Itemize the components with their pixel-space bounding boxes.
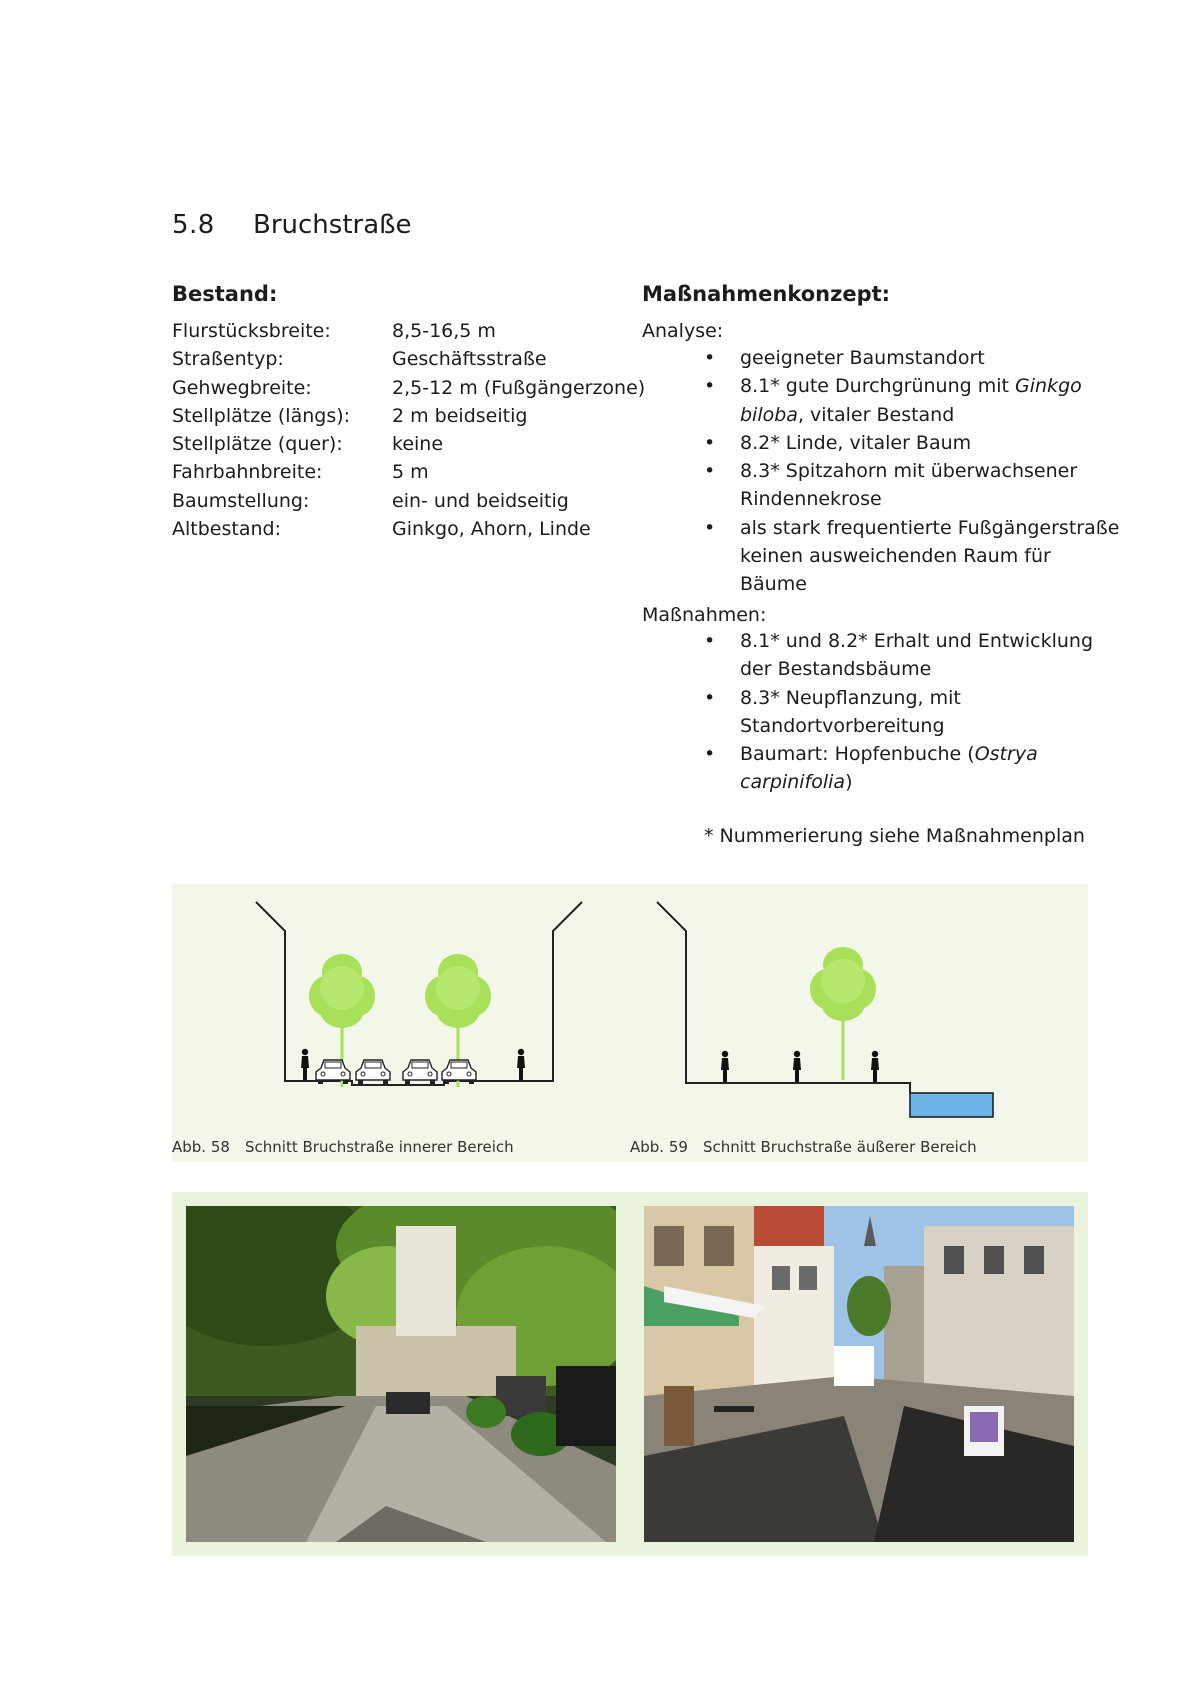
bullet-icon: • — [704, 743, 716, 766]
section-number: 5.8 — [172, 210, 215, 240]
massnahmen-label: Maßnahmen: — [642, 604, 767, 626]
row-label: Altbestand: — [172, 518, 281, 541]
car-icon — [356, 1060, 390, 1084]
photo-panel — [172, 1192, 1088, 1556]
figure-number: Abb. 58 — [172, 1138, 230, 1156]
car-icon — [403, 1060, 437, 1084]
bestand-heading: Bestand: — [172, 282, 278, 306]
analyse-label: Analyse: — [642, 320, 724, 342]
outer-section-diagram — [657, 902, 993, 1117]
row-label: Gehwegbreite: — [172, 376, 312, 399]
bullet-icon: • — [704, 630, 716, 652]
list-item: • Baumart: Hopfenbuche (Ostrya carpinifolia) — [704, 740, 1120, 797]
bullet-icon: • — [704, 431, 716, 454]
inner-section-diagram — [256, 902, 582, 1087]
analyse-list — [704, 344, 1120, 599]
list-item: • 8.1* und 8.2* Erhalt und Entwicklung der Bestandsbäume — [704, 627, 1120, 684]
car-icon — [316, 1060, 350, 1084]
street-photo-outer-image — [644, 1206, 1074, 1542]
row-label: Stellplätze (quer): — [172, 433, 343, 456]
list-item: • als stark frequentierte Fußgängerstraße keinen ausweichenden Raum für Bäume — [704, 514, 1120, 599]
row-value: keine — [392, 433, 444, 456]
figure-caption: Schnitt Bruchstraße äußerer Bereich — [703, 1138, 977, 1156]
tree-icon — [810, 947, 876, 1080]
person-icon — [871, 1051, 879, 1082]
street-photo-inner — [186, 1206, 616, 1542]
massnahmen-list — [704, 627, 1120, 797]
section-diagrams-panel — [172, 884, 1088, 1162]
row-value: Ginkgo, Ahorn, Linde — [392, 518, 591, 541]
bullet-icon: • — [704, 460, 716, 483]
person-icon — [721, 1051, 729, 1082]
person-icon — [793, 1051, 801, 1082]
row-label: Flurstücksbreite: — [172, 320, 331, 342]
row-value: 8,5-16,5 m — [392, 320, 496, 342]
car-icon — [442, 1060, 476, 1084]
bullet-icon: • — [704, 516, 716, 539]
bullet-icon: • — [704, 686, 716, 709]
person-icon — [301, 1049, 309, 1080]
row-label: Straßentyp: — [172, 348, 284, 371]
row-value: 2 m beidseitig — [392, 404, 528, 427]
list-item: • geeigneter Baumstandort — [704, 344, 1120, 372]
konzept-heading: Maßnahmenkonzept: — [642, 282, 891, 306]
row-label: Stellplätze (längs): — [172, 404, 351, 427]
list-item: • 8.1* gute Durchgrünung mit Ginkgo biloba, vitaler Bestand — [704, 372, 1120, 429]
row-value: Geschäftsstraße — [392, 348, 547, 371]
row-label: Fahrbahnbreite: — [172, 461, 323, 484]
bullet-icon: • — [704, 347, 716, 369]
street-photo-inner-image — [186, 1206, 616, 1542]
row-value: 5 m — [392, 461, 429, 484]
cross-section-diagrams — [172, 884, 1088, 1162]
list-item: • 8.2* Linde, vitaler Baum — [704, 429, 1120, 457]
figure-caption: Schnitt Bruchstraße innerer Bereich — [245, 1138, 514, 1156]
street-photo-outer — [644, 1206, 1074, 1542]
section-title: Bruchstraße — [253, 210, 412, 240]
list-item: • 8.3* Neupflanzung, mit Standortvorbereitung — [704, 684, 1120, 741]
row-value: 2,5-12 m (Fußgängerzone) — [392, 376, 646, 399]
bullet-icon: • — [704, 375, 716, 398]
person-icon — [517, 1049, 525, 1080]
row-label: Baumstellung: — [172, 489, 310, 512]
footnote: * Nummerierung siehe Maßnahmenplan — [704, 825, 1085, 847]
water-channel — [910, 1093, 993, 1117]
figure-number: Abb. 59 — [630, 1138, 688, 1156]
list-item: • 8.3* Spitzahorn mit überwachsener Rindennekrose — [704, 457, 1120, 514]
row-value: ein- und beidseitig — [392, 489, 569, 512]
